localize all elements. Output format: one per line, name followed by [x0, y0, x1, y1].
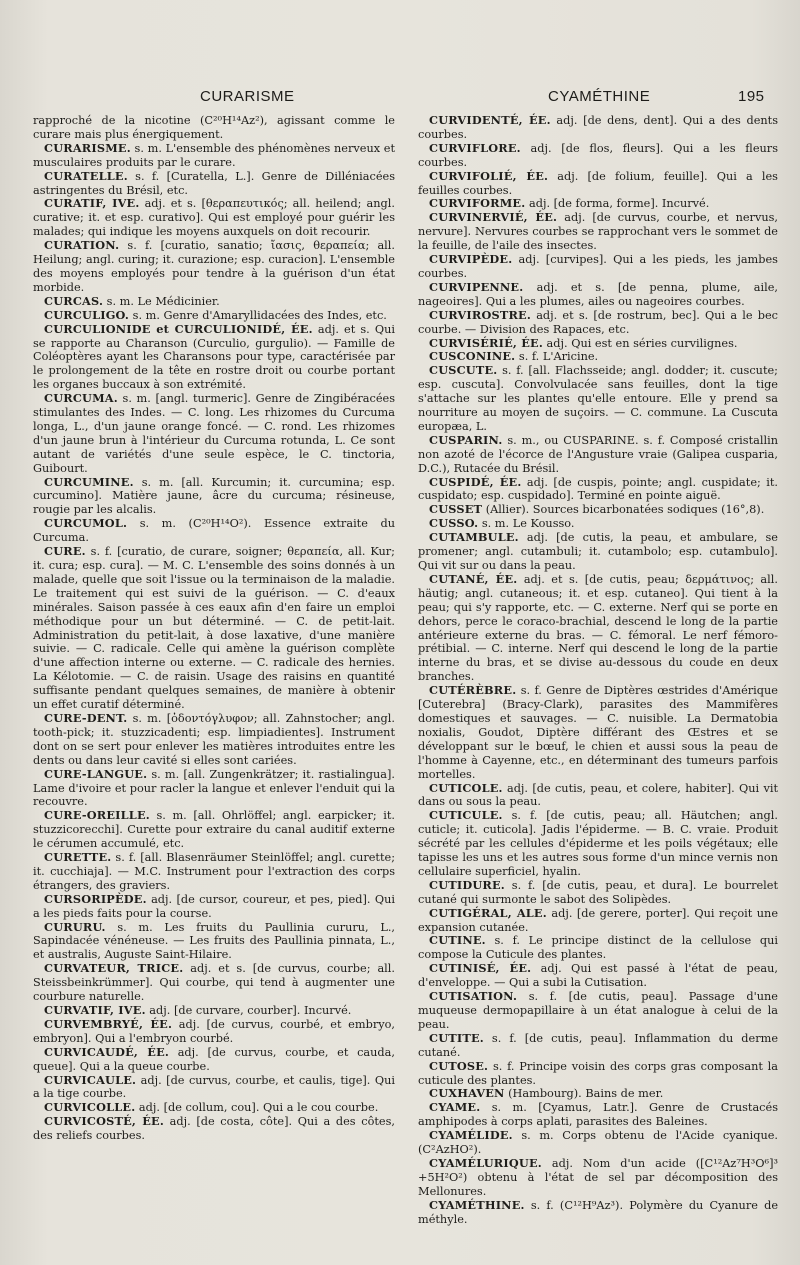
dictionary-entry [33, 921, 395, 963]
entry-headword: CUSSO. [429, 516, 479, 531]
entry-headword: CUSCONINE. [429, 349, 516, 364]
dictionary-entry [418, 503, 778, 517]
entry-definition: s. f. [all. Blasenräumer Steinlöffel; angl. curette; it. cucchiaja]. — M.C. Instrument pour l'extraction des corps étrangers, des graviers. [33, 851, 395, 892]
entry-definition: adj. [de flos, fleurs]. Qui a les fleurs courbes. [418, 141, 778, 169]
entry-headword: CURVISÉRIÉ, ÉE. [429, 335, 543, 350]
dictionary-entry [33, 712, 395, 768]
entry-headword: CURE-OREILLE. [44, 808, 150, 823]
entry-definition: s. m. [all. Ohrlöffel; angl. earpicker; it. stuzzicorecchi]. Curette pour extraire du canal auditif externe le cérumen accumulé, etc. [33, 809, 395, 851]
entry-headword: CURVINERVIÉ, ÉE. [429, 210, 558, 225]
entry-headword: CUTISATION. [429, 989, 518, 1004]
left-running-head: CURARISME [200, 88, 295, 105]
left-column [33, 114, 395, 1143]
entry-definition: s. f. Principe voisin des corps gras composant la cuticule des plantes. [418, 1059, 778, 1087]
entry-definition: s. m. Le Médicinier. [103, 294, 220, 308]
dictionary-entry [33, 851, 395, 893]
entry-definition: adj. [de cuspis, pointe; angl. cuspidate; it. cuspidato; esp. cuspidado]. Terminé en pointe aiguë. [418, 475, 778, 503]
entry-headword: CURVATIF, IVE. [44, 1003, 146, 1017]
entry-headword: CURVIFLORE. [429, 140, 521, 155]
dictionary-entry [33, 1046, 395, 1074]
entry-headword: CURVIDENTÉ, ÉE. [429, 113, 551, 127]
entry-definition: s. m. [ὀδοντόγλυφον; all. Zahnstocher; angl. tooth-pick; it. stuzzicadenti; esp. limpiadientes]. Instrument dont on se sert pour enlever les matières introduites entre les dents ou dans leur cavité si elles sont cariées. [33, 711, 395, 767]
entry-headword: CURVICOSTÉ, ÉE. [44, 1114, 164, 1129]
entry-definition: adj. Qui est passé à l'état de peau, d'enveloppe. — Qui a subi la Cutisation. [418, 962, 778, 990]
dictionary-entry [418, 962, 778, 990]
dictionary-entry [418, 1199, 778, 1227]
entry-headword: CUSPIDÉ, ÉE. [429, 474, 522, 489]
dictionary-entry [418, 142, 778, 170]
dictionary-entry [418, 1032, 778, 1060]
entry-headword: CYAMÉLURIQUE. [429, 1155, 542, 1170]
dictionary-entry [418, 684, 778, 781]
entry-headword: CURE-LANGUE. [44, 766, 148, 781]
entry-definition: s. f. [de cutis, peau]. Inflammation du derme cutané. [418, 1031, 778, 1059]
entry-headword: CURVICOLLE. [44, 1100, 136, 1115]
entry-headword: CUSSET [429, 502, 483, 517]
entry-headword: CURVICAULE. [44, 1072, 137, 1087]
dictionary-entry [33, 476, 395, 518]
entry-definition: adj. et s. [de penna, plume, aile, nageoires]. Qui a les plumes, ailes ou nageoires courbes. [418, 280, 778, 308]
dictionary-entry [33, 1074, 395, 1102]
entry-headword: CURVIROSTRE. [429, 307, 532, 322]
dictionary-entry [418, 281, 778, 309]
dictionary-entry [33, 114, 395, 142]
entry-definition: adj. [de cutis, peau, et colere, habiter]. Qui vit dans ou sous la peau. [418, 781, 778, 809]
entry-definition: s. f. [all. Flachsseide; angl. dodder; it. cuscute; esp. cuscuta]. Convolvulacée sans feuilles, dont la tige s'attache sur les plantes qu'elle entoure. Elle y prend sa nourriture au moyen de suçoirs. — C. commune. La Cuscuta europæa, L. [418, 364, 778, 433]
entry-headword: CURARISME. [44, 140, 131, 155]
entry-headword: CURE-DENT. [44, 710, 128, 725]
dictionary-entry [33, 392, 395, 475]
dictionary-entry [33, 962, 395, 1004]
entry-headword: CYAMÉLIDE. [429, 1128, 513, 1143]
dictionary-entry [418, 1087, 778, 1101]
dictionary-entry [33, 323, 395, 393]
dictionary-entry [418, 309, 778, 337]
dictionary-entry [33, 768, 395, 810]
right-running-head: CYAMÉTHINE [548, 88, 651, 105]
entry-headword: CUXHAVEN [429, 1086, 505, 1101]
entry-headword: CUSCUTE. [429, 363, 498, 378]
entry-definition: adj. et s. Qui se rapporte au Charanson (Curculio, gurgulio). — Famille de Coléoptères ayant les Charansons pour type, caractérisée par le prolongement de la tête en rostre droit ou courbe portant les organes buccaux à son extrémité. [33, 322, 395, 392]
entry-headword: CURCUMINE. [44, 474, 134, 489]
entry-headword: CURVIFOLIÉ, ÉE. [429, 168, 549, 183]
entry-definition: adj. Nom d'un acide ([C¹²Az⁷H³O⁶]³ +5H²O²) obtenu à l'état de sel par décomposition des Mellonures. [418, 1156, 778, 1198]
dictionary-entry [418, 211, 778, 253]
entry-headword: CURVATEUR, TRICE. [44, 961, 184, 976]
entry-headword: CURVIPENNE. [429, 279, 524, 294]
entry-definition: s. m. [angl. turmeric]. Genre de Zingibéracées stimulantes des Indes. — C. long. Les rhizomes du Curcuma longa, L., d'un jaune orange foncé. — C. rond. Les rhizomes d'un jaune brun à l'intérieur du Curcuma rotunda, L. Ce sont autant de variétés d'une seule espèce, le C. tinctoria, Guibourt. [33, 392, 395, 475]
entry-definition: s. m. Genre d'Amaryllidacées des Indes, etc. [129, 308, 387, 322]
entry-definition: s. f. Genre de Diptères œstrides d'Amérique [Cuterebra] (Bracy-Clark), parasites des Mammifères domestiques et sauvages. — C. nuisible. La Dermatobia noxialis, Goudot, Diptère différant des Œstres et se développant sur le bœuf, le chien et aussi sous la peau de l'homme à Cayenne, etc., en déterminant des tumeurs parfois mortelles. [418, 684, 778, 781]
right-column [418, 114, 778, 1227]
entry-definition: s. m. [Cyamus, Latr.]. Genre de Crustacés amphipodes à corps aplati, parasites des Baleines. [418, 1101, 778, 1129]
dictionary-entry [418, 1060, 778, 1088]
dictionary-entry [33, 1004, 395, 1018]
entry-definition: adj. [de folium, feuille]. Qui a les feuilles courbes. [418, 169, 778, 197]
entry-definition: adj. [de curvus, courbe, et caulis, tige]. Qui a la tige courbe. [33, 1073, 395, 1101]
entry-headword: CURVIFORME. [429, 196, 526, 211]
entry-definition: s. f. [curatio, sanatio; ἴασις, θεραπεία; all. Heilung; angl. curing; it. curazione; esp. curacion]. L'ensemble des moyens employés pour tendre à la guérison d'un état morbide. [33, 239, 395, 294]
entry-headword: CURCAS. [44, 293, 104, 308]
dictionary-entry [33, 1018, 395, 1046]
entry-definition: s. m. (C²⁰H¹⁴O²). Essence extraite du Curcuma. [33, 517, 395, 545]
entry-definition: adj. [de curvus, courbé, et embryo, embryon]. Qui a l'embryon courbé. [33, 1017, 395, 1045]
dictionary-entry [33, 309, 395, 323]
dictionary-entry [418, 990, 778, 1032]
entry-definition: adj. [curvipes]. Qui a les pieds, les jambes courbes. [418, 253, 778, 280]
entry-headword: CURVEMBRYÉ, ÉE. [44, 1016, 173, 1031]
entry-headword: CUSPARIN. [429, 432, 503, 447]
dictionary-entry [33, 517, 395, 545]
entry-headword: CURCULIGO. [44, 307, 130, 322]
dictionary-entry [33, 1115, 395, 1143]
entry-headword: CURVIPÈDE. [429, 252, 513, 267]
entry-headword: CURSORIPÈDE. [44, 891, 147, 906]
dictionary-entry [418, 934, 778, 962]
dictionary-entry [33, 1101, 395, 1115]
entry-definition: adj. [de curvus, courbe, et nervus, nervure]. Nervures courbes se rapprochant vers le sommet de la feuille, de l'aile des insectes. [418, 211, 778, 253]
entry-definition: adj. [de costa, côte]. Qui a des côtes, des reliefs courbes. [33, 1115, 395, 1143]
dictionary-entry [33, 170, 395, 198]
dictionary-entry [418, 337, 778, 351]
entry-headword: CURVICAUDÉ, ÉE. [44, 1044, 170, 1059]
dictionary-entry [418, 434, 778, 476]
dictionary-entry [418, 517, 778, 531]
entry-headword: CUTIDURE. [429, 877, 505, 892]
dictionary-entry [33, 893, 395, 921]
dictionary-entry [33, 545, 395, 712]
dictionary-entry [33, 295, 395, 309]
page-number: 195 [738, 88, 765, 105]
page-header [0, 86, 800, 110]
entry-definition: adj. [de cursor, coureur, et pes, pied]. Qui a les pieds faits pour la course. [33, 892, 395, 920]
dictionary-entry [418, 809, 778, 879]
dictionary-entry [418, 364, 778, 434]
dictionary-entry [418, 573, 778, 684]
entry-definition: adj. et s. [de cutis, peau; δερμάτινος; all. häutig; angl. cutaneous; it. et esp. cutaneo]. Qui tient à la peau; qui s'y rapporte, etc. — C. externe. Nerf qui se porte en dehors, perce le coraco-brachial, descend le long de la partie antérieure externe du bras. — C. fémoral. Le nerf fémoro-prétibial. — C. interne. Nerf qui descend le long de la partie interne du bras, et se divise au-dessous du coude en deux branches. [418, 572, 778, 684]
entry-definition: adj. et s. [θεραπευτικός; all. heilend; angl. curative; it. et esp. curativo]. Qui est employé pour guérir les malades; qui indique les moyens auxquels on doit recourir. [33, 197, 395, 239]
entry-definition: s. m. Corps obtenu de l'Acide cyanique. (C²AzHO²). [418, 1129, 778, 1157]
entry-headword: CURATION. [44, 238, 120, 253]
entry-headword: CUTIGÉRAL, ALE. [429, 905, 547, 920]
dictionary-entry [33, 239, 395, 295]
entry-headword: CURCUMOL. [44, 516, 128, 531]
dictionary-entry [418, 531, 778, 573]
entry-definition: adj. [de curvus, courbe, et cauda, queue]. Qui a la queue courbe. [33, 1045, 395, 1073]
entry-headword: CUTOSE. [429, 1058, 489, 1073]
entry-headword: CUTANÉ, ÉE. [429, 571, 518, 586]
entry-headword: CUTINISÉ, ÉE. [429, 961, 532, 976]
dictionary-entry [418, 1157, 778, 1199]
entry-headword: CUTÉRÈBRE. [429, 683, 517, 698]
dictionary-entry [418, 114, 778, 142]
entry-headword: CURE. [44, 544, 86, 559]
dictionary-entry [418, 350, 778, 364]
dictionary-entry [33, 142, 395, 170]
entry-definition: adj. [de collum, cou]. Qui a le cou courbe. [135, 1101, 379, 1115]
entry-definition: adj. [de dens, dent]. Qui a des dents courbes. [418, 114, 778, 141]
entry-headword: CUTINE. [429, 933, 486, 948]
entry-definition: s. f. (C¹²H⁹Az³). Polymère du Cyanure de méthyle. [418, 1198, 778, 1226]
entry-headword: CUTICULE. [429, 808, 503, 823]
entry-definition: s. m., ou CUSPARINE. s. f. Composé cristallin non azoté de l'écorce de l'Angusture vraie (Galipea cusparia, D.C.), Rutacée du Brésil. [418, 433, 778, 475]
entry-definition: adj. et s. [de rostrum, bec]. Qui a le bec courbe. — Division des Rapaces, etc. [418, 308, 778, 336]
entry-headword: CYAMÉTHINE. [429, 1197, 525, 1212]
entry-headword: CURURU. [44, 919, 106, 934]
entry-headword: CUTITE. [429, 1030, 484, 1045]
entry-definition: s. m. Les fruits du Paullinia cururu, L., Sapindacée vénéneuse. — Les fruits des Paullinia pinnata, L., et australis, Auguste Saint-Hilaire. [33, 920, 395, 962]
entry-definition: s. f. L'Aricine. [515, 350, 599, 364]
entry-definition: s. f. [de cutis, peau, et dura]. Le bourrelet cutané qui surmonte le sabot des Solipèdes. [418, 878, 778, 906]
entry-headword: CURATELLE. [44, 168, 128, 183]
entry-definition: s. f. [de cutis, peau; all. Häutchen; angl. cuticle; it. cuticola]. Jadis l'épiderme. — B. C. vraie. Produit sécrété par les cellules d'épiderme et les poils végétaux; elle tapisse les uns et les autres sous forme d'un mince vernis non cellulaire superficiel, hyalin. [418, 809, 778, 878]
dictionary-entry [418, 1129, 778, 1157]
entry-definition: s. f. [curatio, de curare, soigner; θεραπεία, all. Kur; it. cura; esp. cura]. — M. C. L'ensemble des soins donnés à un malade, quelle que soit l'issue ou la terminaison de la maladie. Le traitement qui est suivi de la guérison. — C. d'eaux minérales. Saison passée à ces eaux afin d'en faire un emploi méthodique pour un but déterminé. — C. de petit-lait. Administration du petit-lait, à dose laxative, d'une manière suivie. — C. radicale. Celle qui amène la guérison complète d'une affection interne ou externe. — C. radicale des hernies. La Kélotomie. — C. de raisin. Usage des raisins en quantité suffisante pendant quelques semaines, de manière à obtenir un effet curatif déterminé. [33, 545, 395, 712]
entry-headword: CURETTE. [44, 850, 112, 865]
entry-headword: CUTAMBULE. [429, 530, 519, 545]
entry-definition: s. f. [Curatella, L.]. Genre de Dilléniacées astringentes du Brésil, etc. [33, 169, 395, 197]
dictionary-entry [418, 907, 778, 935]
entry-definition: s. m. L'ensemble des phénomènes nerveux et musculaires produits par le curare. [33, 141, 395, 169]
dictionary-entry [418, 1101, 778, 1129]
entry-definition: adj. [de forma, forme]. Incurvé. [525, 197, 710, 211]
entry-headword: CURCULIONIDE et CURCULIONIDÉ, ÉE. [44, 321, 313, 336]
dictionary-entry [418, 476, 778, 504]
entry-headword: CURCUMA. [44, 391, 118, 406]
entry-definition: adj. et s. [de curvus, courbe; all. Steissbeinkrümmer]. Qui courbe, qui tend à augmenter une courbure naturelle. [33, 962, 395, 1004]
dictionary-entry [33, 197, 395, 239]
entry-definition: (Allier). Sources bicarbonatées sodiques (16°,8). [482, 503, 765, 517]
entry-definition: s. f. Le principe distinct de la cellulose qui compose la Cuticule des plantes. [418, 934, 778, 962]
dictionary-entry [33, 809, 395, 851]
dictionary-entry [418, 253, 778, 281]
entry-definition: s. m. [all. Zungenkrätzer; it. rastialingua]. Lame d'ivoire et pour racler la langue et enlever l'enduit qui la recouvre. [33, 767, 395, 809]
entry-headword: CURATIF, IVE. [44, 196, 140, 211]
entry-definition: (Hambourg). Bains de mer. [504, 1087, 664, 1101]
dictionary-entry [418, 782, 778, 810]
dictionary-entry [418, 170, 778, 198]
dictionary-entry [418, 879, 778, 907]
entry-definition: s. m. [all. Kurcumin; it. curcumina; esp. curcumino]. Matière jaune, âcre du curcuma; résineuse, rougie par les alcalis. [33, 475, 395, 517]
entry-definition: adj. Qui est en séries curvilignes. [542, 336, 738, 350]
dictionary-entry [418, 197, 778, 211]
entry-definition: adj. [de cutis, la peau, et ambulare, se promener; angl. cutambuli; it. cutambolo; esp. cutambulo]. Qui vit sur ou dans la peau. [418, 531, 778, 572]
entry-headword: CYAME. [429, 1100, 481, 1115]
entry-definition: rapproché de la nicotine (C²⁰H¹⁴Az²), agissant comme le curare mais plus énergiquement. [33, 114, 395, 141]
entry-definition: adj. [de gerere, porter]. Qui reçoit une expansion cutanée. [418, 906, 778, 934]
entry-definition: s. m. Le Kousso. [478, 517, 575, 531]
entry-definition: adj. [de curvare, courber]. Incurvé. [145, 1004, 352, 1017]
entry-definition: s. f. [de cutis, peau]. Passage d'une muqueuse dermopapillaire à un état analogue à celui de la peau. [418, 990, 778, 1031]
entry-headword: CUTICOLE. [429, 780, 503, 795]
